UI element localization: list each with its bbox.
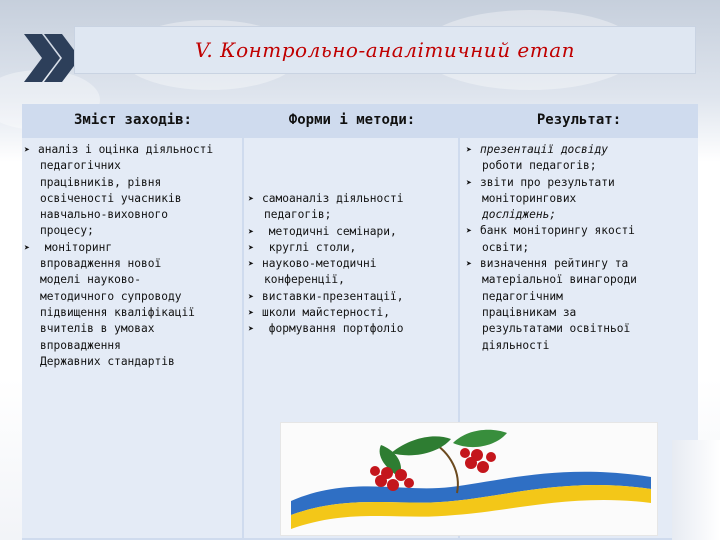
decorative-strip	[672, 440, 720, 540]
list-item-text: досліджень;	[482, 208, 557, 222]
slide-title: V. Контрольно-аналітичний етап	[194, 38, 576, 62]
list-item	[466, 338, 637, 354]
list-item-text: банк моніторингу якості	[480, 224, 635, 238]
list-item	[24, 338, 213, 354]
list-item	[24, 223, 213, 239]
list-item	[466, 158, 637, 174]
arrowhead-bullet-icon: ➤	[466, 259, 473, 271]
arrowhead-bullet-icon: ➤	[248, 194, 255, 205]
list-item-text: впровадження	[40, 338, 121, 352]
list-item	[24, 240, 213, 256]
arrowhead-bullet-icon: ➤	[248, 242, 255, 254]
list-item-text: працівникам за	[482, 305, 577, 319]
list-item-text: моніторингових	[482, 191, 577, 205]
column-header-label: Форми і методи:	[288, 112, 416, 128]
list-item-text: педагогічних	[40, 159, 121, 173]
list-item-text: роботи педагогів;	[482, 159, 597, 173]
list-item-text: освіти;	[482, 240, 530, 254]
content-list	[24, 142, 213, 370]
list-item-text: педагогів;	[264, 208, 332, 222]
list-item-text: освіченості учасників	[40, 191, 182, 205]
list-item	[24, 289, 213, 305]
list-item-text: визначення рейтингу та	[480, 257, 629, 271]
list-item	[466, 321, 637, 337]
list-item	[248, 240, 403, 256]
arrowhead-bullet-icon: ➤	[248, 324, 255, 336]
list-item	[248, 289, 403, 305]
list-item-text: аналіз і оцінка діяльності	[38, 143, 214, 156]
list-item	[24, 305, 213, 321]
arrowhead-bullet-icon: ➤	[24, 242, 31, 254]
arrowhead-bullet-icon: ➤	[466, 226, 473, 238]
list-item-text: діяльності	[482, 338, 550, 352]
list-item	[24, 175, 213, 191]
list-item	[466, 272, 637, 288]
column-header-label: Результат:	[536, 112, 622, 128]
list-item-text: моделі науково-	[40, 273, 142, 287]
list-item	[466, 175, 637, 191]
list-item-text: процесу;	[40, 224, 94, 238]
list-item	[248, 224, 403, 240]
arrowhead-bullet-icon: ➤	[24, 145, 31, 156]
list-item-text: педагогічним	[482, 289, 563, 303]
list-item	[466, 142, 637, 158]
list-item-text: працівників, рівня	[40, 175, 162, 189]
list-item	[24, 158, 213, 174]
list-item	[248, 191, 403, 207]
list-item	[24, 256, 213, 272]
list-item	[466, 256, 637, 272]
list-item-text: навчально-виховного	[40, 208, 168, 222]
list-item-text: формування портфоліо	[262, 322, 404, 336]
column-header-content	[22, 104, 244, 136]
list-item-text: круглі столи,	[262, 240, 357, 254]
list-item	[24, 191, 213, 207]
arrowhead-bullet-icon: ➤	[248, 259, 255, 271]
arrowhead-bullet-icon: ➤	[248, 308, 255, 320]
list-item	[24, 321, 213, 337]
double-chevron-icon	[18, 28, 78, 88]
list-item	[248, 272, 403, 288]
arrowhead-bullet-icon: ➤	[466, 145, 473, 156]
list-item	[248, 207, 403, 223]
list-item	[248, 256, 403, 272]
list-item	[24, 207, 213, 223]
list-item-text: науково-методичні	[262, 257, 377, 271]
arrowhead-bullet-icon: ➤	[466, 177, 473, 189]
arrowhead-bullet-icon: ➤	[248, 226, 255, 238]
list-item	[466, 240, 637, 256]
column-header-label: Зміст заходів:	[73, 112, 192, 128]
list-item-text: школи майстерності,	[262, 306, 390, 320]
list-item-text: результатами освітньої	[482, 322, 631, 336]
column-header-result	[460, 104, 698, 136]
list-item	[24, 354, 213, 370]
list-item-text: Державних стандартів	[40, 354, 175, 368]
arrowhead-bullet-icon: ➤	[248, 291, 255, 303]
list-item	[24, 142, 213, 158]
list-item-text: конференції,	[264, 273, 345, 287]
list-item-text: матеріальної винагороди	[482, 273, 637, 287]
list-item-text: самоаналіз діяльності	[262, 192, 404, 205]
list-item	[24, 272, 213, 288]
list-item-text: моніторинг	[38, 240, 113, 254]
list-item	[248, 321, 403, 337]
result-list	[466, 142, 637, 354]
list-item	[466, 289, 637, 305]
list-item-text: методичні семінари,	[262, 224, 397, 238]
list-item-text: впровадження нової	[40, 257, 162, 271]
viburnum-ribbon-image	[280, 422, 658, 536]
column-header-forms	[244, 104, 460, 136]
viburnum-ribbon-drawing	[281, 423, 657, 535]
list-item-text: презентації досвіду	[480, 143, 608, 156]
list-item-text: вчителів в умовах	[40, 322, 155, 336]
list-item-text: виставки-презентації,	[262, 289, 404, 303]
list-item	[248, 305, 403, 321]
list-item-text: підвищення кваліфікації	[40, 305, 195, 319]
list-item	[466, 223, 637, 239]
list-item	[466, 191, 637, 207]
forms-list	[248, 191, 403, 338]
title-bar	[74, 26, 696, 74]
list-item-text: методичного супроводу	[40, 289, 182, 303]
list-item-text: звіти про результати	[480, 175, 615, 189]
list-item	[466, 305, 637, 321]
list-item	[466, 207, 637, 223]
